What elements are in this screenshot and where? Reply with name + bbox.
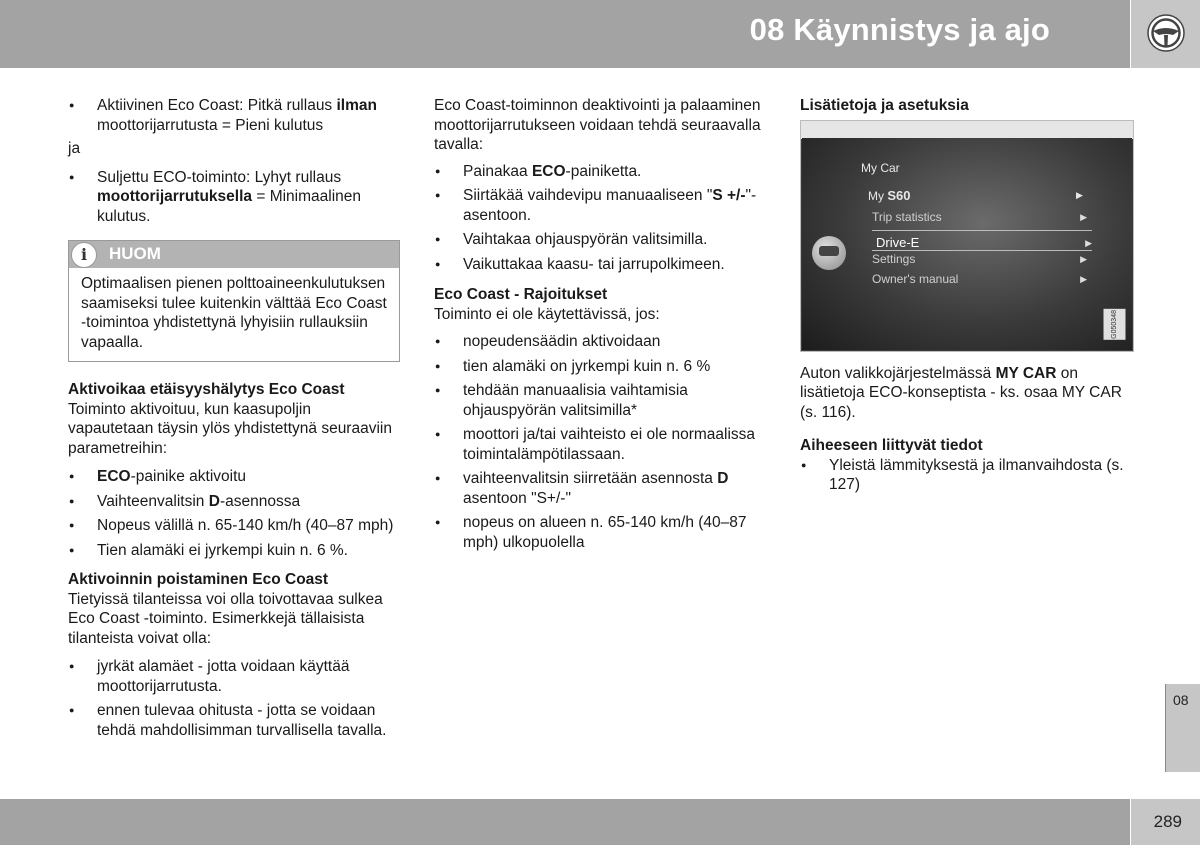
list-item: ● tehdään manuaalisia vaihtamisia ohjauspyörän valitsimilla* (434, 381, 764, 420)
screen-menu-item: Drive-E ▶ (872, 230, 1092, 251)
list-item: ● jyrkät alamäet - jotta voidaan käyttää moottorijarrutusta. (68, 657, 400, 696)
page-header (0, 0, 1130, 68)
mycar-screen-image (800, 120, 1134, 352)
list-item: ● vaihteenvalitsin siirretään asennosta D asentoon "S+/-" (434, 469, 764, 508)
chevron-right-icon: ▶ (1085, 237, 1092, 248)
section-heading-deactivate: Aktivoinnin poistaminen Eco Coast (68, 571, 329, 588)
list-item: ● Painakaa ECO-painiketta. (434, 162, 764, 182)
note-title: HUOM (109, 244, 161, 263)
header-icon-box (1131, 0, 1200, 68)
steering-wheel-icon (1146, 13, 1186, 53)
list-item: ● Nopeus välillä n. 65-140 km/h (40–87 mph) (68, 516, 400, 536)
note-box (68, 240, 400, 362)
column-left (68, 96, 400, 745)
list-item: ● Aktiivinen Eco Coast: Pitkä rullaus ilman moottorijarrutusta = Pieni kulutus (68, 96, 400, 135)
section-text-activate: Toiminto aktivoituu, kun kaasupoljin vapautetaan täysin ylös yhdistettynä seuraaviin parametreihin: (68, 400, 392, 457)
page-footer (0, 799, 1130, 845)
car-icon (812, 236, 846, 270)
list-item: ● nopeus on alueen n. 65-140 km/h (40–87 mph) ulkopuolella (434, 513, 764, 552)
chevron-right-icon: ▶ (1080, 211, 1087, 222)
note-body: Optimaalisen pienen polttoaineenkulutuksen saamiseksi tulee kuitenkin välttää Eco Coast -toimintoa yhdistettynä lyhyisiin rullauksiin vapaalla. (81, 275, 387, 351)
section-heading-more-info: Lisätietoja ja asetuksia (800, 97, 969, 114)
column-right (800, 96, 1134, 500)
section-heading-related: Aiheeseen liittyvät tiedot (800, 437, 983, 454)
figure-code: G050348 (1104, 309, 1126, 340)
deactivation-steps-list (434, 162, 764, 275)
list-item: ● ennen tulevaa ohitusta - jotta se voidaan tehdä mahdollisimman turvallisella tavalla. (68, 701, 400, 740)
feature-list-2 (68, 168, 400, 227)
screen-display (802, 138, 1132, 350)
list-item: ● moottori ja/tai vaihteisto ei ole normaalissa toimintalämpötilassaan. (434, 425, 764, 464)
related-links-list (800, 456, 1134, 495)
section-heading-limitations: Eco Coast - Rajoitukset (434, 286, 608, 303)
info-icon: i (71, 242, 97, 268)
deactivation-intro: Eco Coast-toiminnon deaktivointi ja palaaminen moottorijarrutukseen voidaan tehdä seuraavalla tavalla: (434, 97, 761, 153)
screen-menu-item: Trip statistics ▶ (872, 208, 1087, 227)
screen-subtitle: My S60 ▶ (868, 187, 1083, 203)
list-item: ● Vaihteenvalitsin D-asennossa (68, 492, 400, 512)
list-item: ● Tien alamäki ei jyrkempi kuin n. 6 %. (68, 541, 400, 561)
list-item: ● Suljettu ECO-toiminto: Lyhyt rullaus moottorijarrutuksella = Minimaalinen kulutus. (68, 168, 400, 227)
mycar-text: Auton valikkojärjestelmässä MY CAR on lisätietoja ECO-konseptista - ks. osaa MY CAR (s. 116). (800, 364, 1122, 421)
section-text-limitations: Toiminto ei ole käytettävissä, jos: (434, 305, 660, 323)
feature-list (68, 96, 400, 135)
screen-title: My Car (861, 160, 900, 175)
list-item: ● Vaikuttakaa kaasu- tai jarrupolkimeen. (434, 255, 764, 275)
list-item: ● ECO-painike aktivoitu (68, 467, 400, 487)
list-item: ● Vaihtakaa ohjauspyörän valitsimilla. (434, 230, 764, 250)
ja-text: ja (68, 140, 81, 157)
chapter-title: 08 Käynnistys ja ajo (749, 12, 1050, 47)
section-heading-activate: Aktivoikaa etäisyyshälytys Eco Coast (68, 381, 345, 398)
screen-top-bar (801, 121, 1133, 139)
list-item: ● tien alamäki on jyrkempi kuin n. 6 % (434, 357, 764, 377)
column-middle (434, 96, 764, 557)
chevron-right-icon: ▶ (1080, 253, 1087, 264)
deactivation-examples-list (68, 657, 400, 740)
list-item: ● Siirtäkää vaihdevipu manuaaliseen "S +/-"-asentoon. (434, 186, 764, 225)
section-text-deactivate: Tietyissä tilanteissa voi olla toivottavaa sulkea Eco Coast -toiminto. Esimerkkejä tällaisista tilanteista voivat olla: (68, 590, 383, 647)
chevron-right-icon: ▶ (1080, 273, 1087, 284)
page-number-box (1131, 799, 1200, 845)
limitations-list (434, 332, 764, 552)
page-number: 289 (1153, 812, 1182, 831)
screen-menu-item: Owner's manual ▶ (872, 270, 1087, 289)
activation-conditions-list (68, 467, 400, 560)
list-item: ● nopeudensäädin aktivoidaan (434, 332, 764, 352)
related-link[interactable]: ● Yleistä lämmityksestä ja ilmanvaihdosta (s. 127) (800, 456, 1134, 495)
screen-menu-item: Settings ▶ (872, 250, 1087, 269)
note-header (69, 241, 399, 268)
chapter-tab: 08 (1165, 684, 1200, 772)
